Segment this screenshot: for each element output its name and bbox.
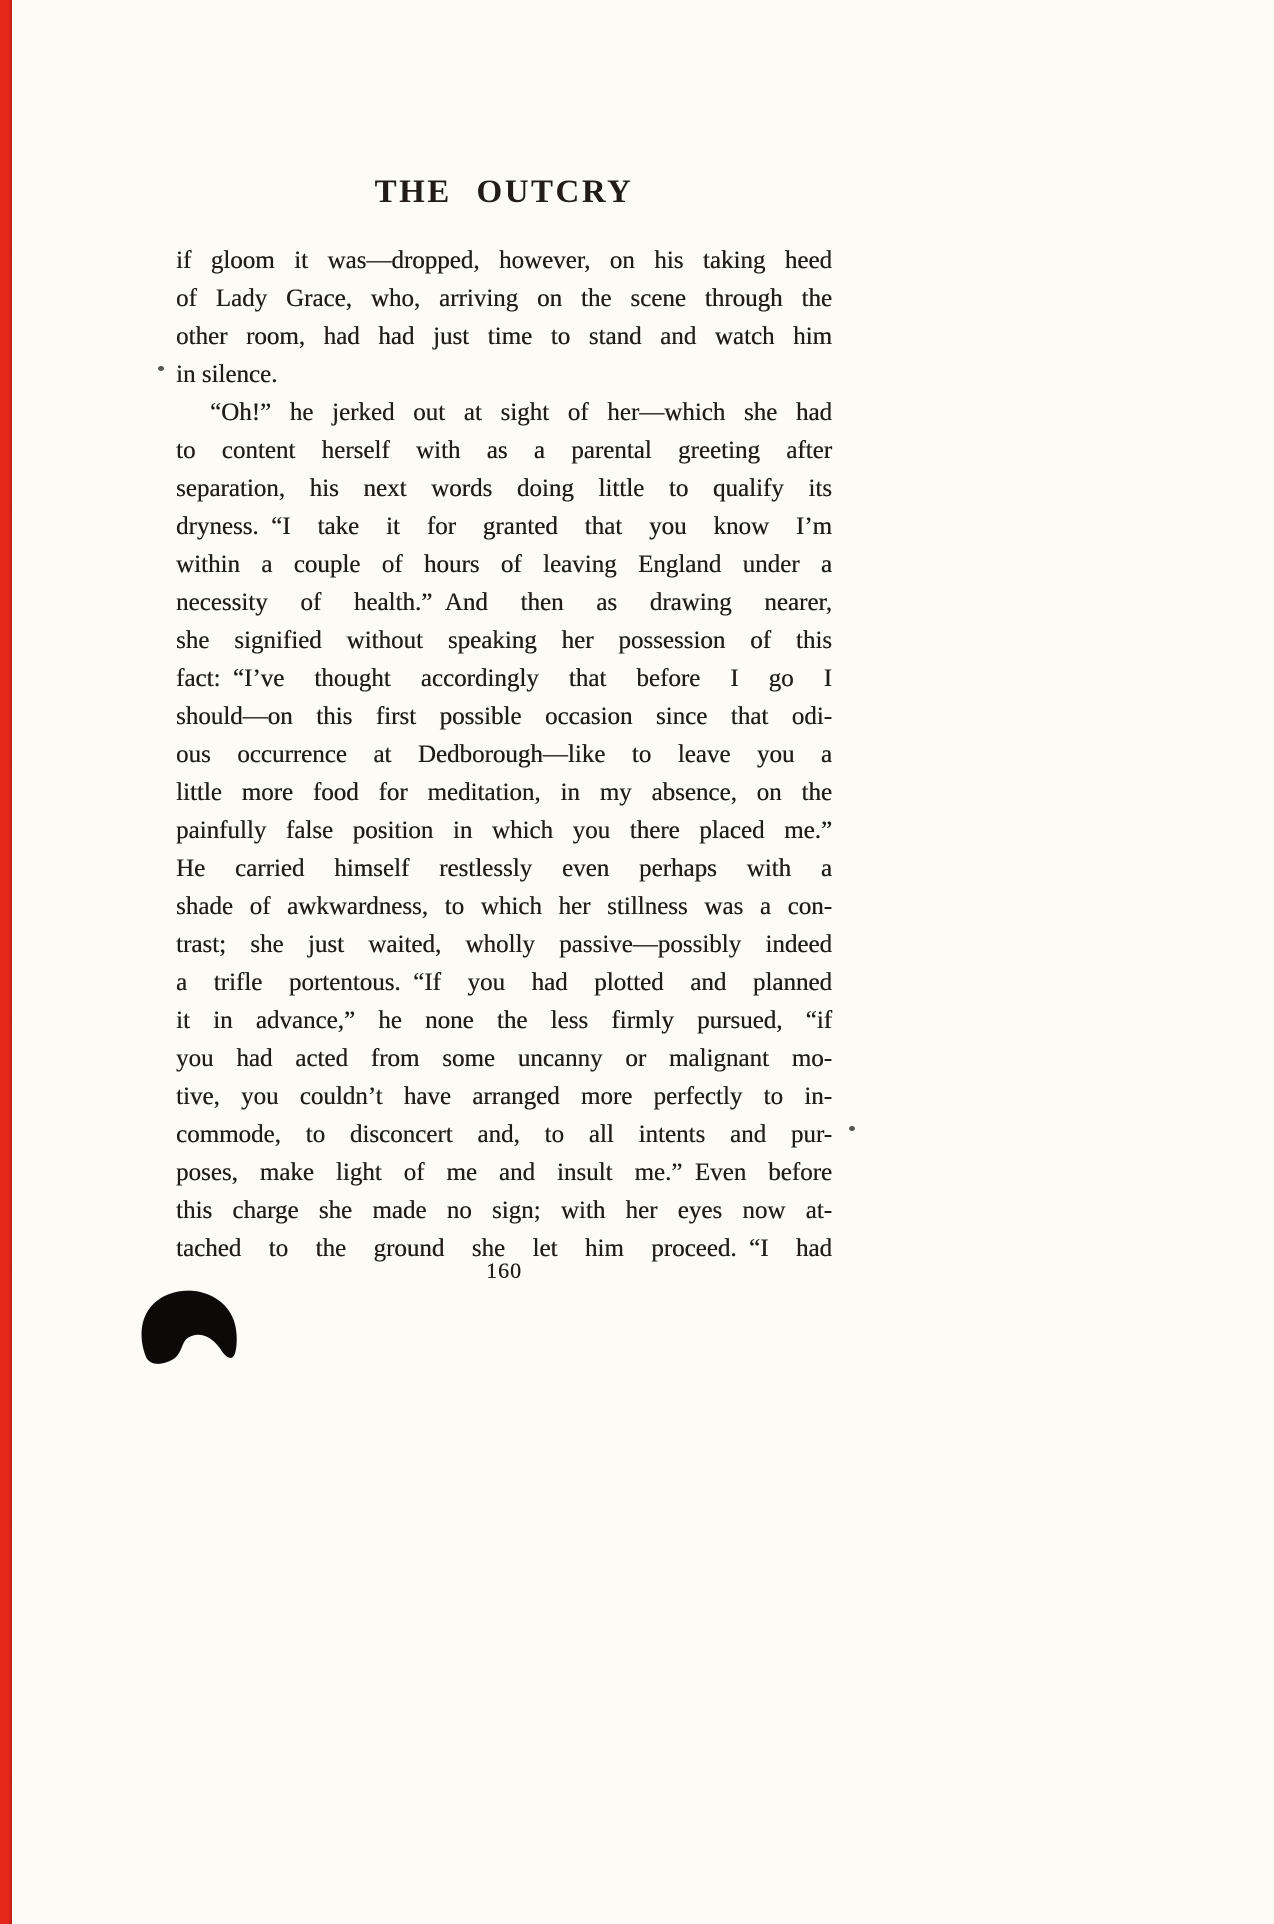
text-line: He carried himself restlessly even perhaps with a (176, 855, 832, 882)
text-line: shade of awkwardness, to which her stillness was a con- (176, 893, 832, 920)
text-line: little more food for meditation, in my absence, on the (176, 779, 832, 806)
text-line: you had acted from some uncanny or malignant mo- (176, 1045, 832, 1072)
page-number: 160 (486, 1258, 522, 1283)
text-line: poses, make light of me and insult me.” Even before (176, 1159, 832, 1186)
ink-speck (158, 366, 164, 371)
text-line: trast; she just waited, wholly passive—possibly indeed (176, 931, 832, 958)
text-line: tached to the ground she let him proceed. “I had (176, 1235, 832, 1262)
text-line: within a couple of hours of leaving England under a (176, 551, 832, 578)
text-line: of Lady Grace, who, arriving on the scene through the (176, 285, 832, 312)
text-line: fact: “I’ve thought accordingly that before I go I (176, 665, 832, 692)
text-line: if gloom it was—dropped, however, on his taking heed (176, 247, 832, 274)
text-block (176, 242, 832, 1268)
text-line: dryness. “I take it for granted that you know I’m (176, 513, 832, 540)
text-line: it in advance,” he none the less firmly pursued, “if (176, 1007, 832, 1034)
text-line: “Oh!” he jerked out at sight of her—which she had (210, 399, 832, 426)
ink-speck (849, 1126, 855, 1131)
text-line: necessity of health.” And then as drawing nearer, (176, 589, 832, 616)
book-spine-stripe (0, 0, 12, 1924)
text-line: should—on this first possible occasion since that odi- (176, 703, 832, 730)
text-line: in silence. (176, 361, 278, 388)
running-header: THE OUTCRY (374, 174, 634, 210)
text-line: this charge she made no sign; with her eyes now at- (176, 1197, 832, 1224)
ink-blot (136, 1286, 238, 1376)
text-line: tive, you couldn’t have arranged more perfectly to in- (176, 1083, 832, 1110)
text-line: painfully false position in which you there placed me.” (176, 817, 832, 844)
text-line: separation, his next words doing little to qualify its (176, 475, 832, 502)
text-line: to content herself with as a parental greeting after (176, 437, 832, 464)
text-line: she signified without speaking her possession of this (176, 627, 832, 654)
text-line: ous occurrence at Dedborough—like to leave you a (176, 741, 832, 768)
text-line: commode, to disconcert and, to all intents and pur- (176, 1121, 832, 1148)
text-line: other room, had had just time to stand and watch him (176, 323, 832, 350)
text-line: a trifle portentous. “If you had plotted and planned (176, 969, 832, 996)
